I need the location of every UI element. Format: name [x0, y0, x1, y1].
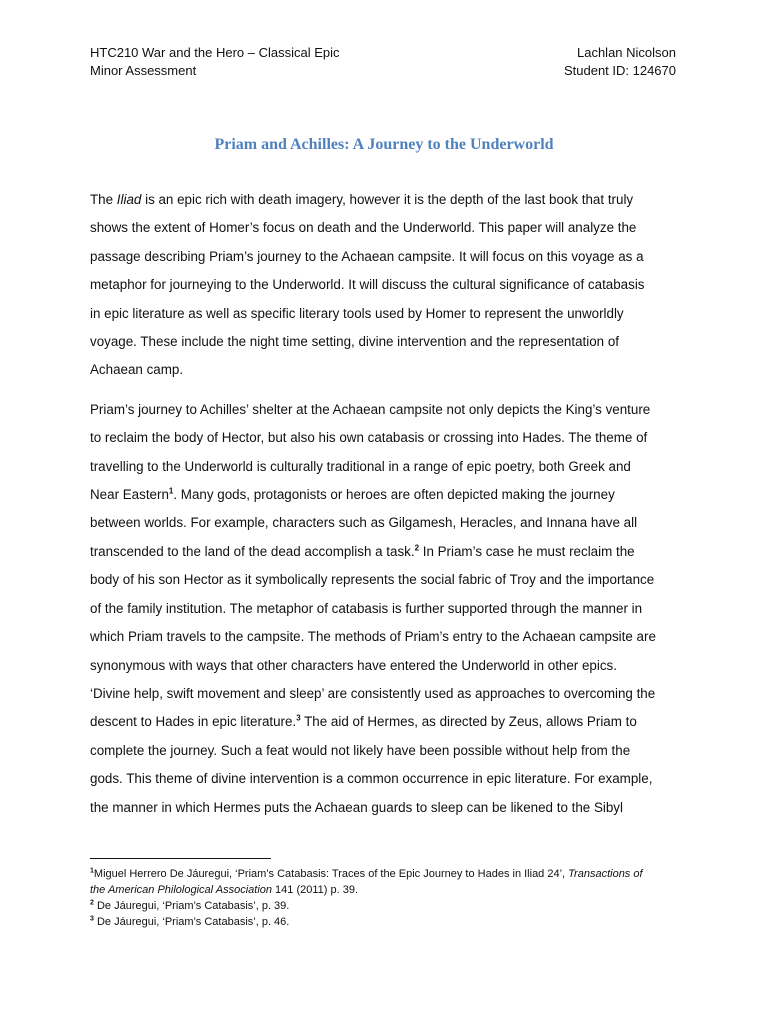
author-name: Lachlan Nicolson	[576, 45, 676, 60]
footnote-ref-2[interactable]: 2	[414, 543, 420, 553]
text-line: Achaean camp.	[90, 362, 184, 378]
text-line: which Priam travels to the campsite. The methods of Priam’s entry to the Achaean campsite are	[90, 629, 656, 645]
text-line: The Iliad is an epic rich with death imagery, however it is the depth of the last book that truly	[90, 192, 634, 207]
text-line: passage describing Priam’s journey to the Achaean campsite. It will focus on this voyage as a	[90, 248, 644, 264]
text-line: the manner in which Hermes puts the Achaean guards to sleep can be likened to the Sibyl	[90, 799, 623, 815]
text-line: Near Eastern$^1$. Many gods, protagonists or heroes are often depicted making the journey	[90, 486, 615, 503]
text-line: voyage. These include the night time setting, divine intervention and the representation of	[90, 334, 620, 350]
footnote-1: $^1$Miguel Herrero De Jáuregui, ‘Priam’s Catabasis: Traces of the Epic Journey to Hades in Iliad 24’, Transactions of	[90, 867, 643, 880]
document-title: Priam and Achilles: A Journey to the Underworld	[214, 136, 554, 153]
student-id: Student ID: 124670	[563, 63, 676, 78]
text-line: to reclaim the body of Hector, but also his own catabasis or crossing into Hades. The theme of	[90, 430, 648, 446]
text-line: transcended to the land of the dead accomplish a task.$^2$ In Priam’s case he must reclaim the	[90, 543, 635, 559]
paragraph-2	[90, 396, 680, 822]
footnote-ref-3[interactable]: 3	[296, 713, 301, 723]
text-line: complete the journey. Such a feat would not likely have been possible without help from the	[90, 742, 631, 758]
document-body	[90, 186, 680, 833]
text-line: in epic literature as well as specific literary tools used by Homer to represent the unworldly	[90, 305, 624, 321]
footnote-ref-1[interactable]: 1	[168, 486, 174, 496]
footnote-2: $^2$ De Jáuregui, ‘Priam’s Catabasis’, p. 39.	[90, 899, 290, 912]
footnote-3: $^3$ De Jáuregui, ‘Priam’s Catabasis’, p. 46.	[90, 915, 290, 928]
course-title: HTC210 War and the Hero – Classical Epic	[90, 45, 340, 60]
emphasis: Iliad	[116, 192, 142, 207]
page-header	[90, 44, 676, 80]
paragraph-1	[90, 186, 680, 385]
text-line: gods. This theme of divine intervention is a common occurrence in epic literature. For example,	[90, 771, 653, 787]
footnote-1-cont: the American Philological Association 141 (2011) p. 39.	[90, 884, 359, 896]
text-line: travelling to the Underworld is culturally traditional in a range of epic poetry, both Greek and	[90, 458, 631, 474]
text-line: descent to Hades in epic literature.$^3$ The aid of Hermes, as directed by Zeus, allows Priam to	[90, 713, 637, 730]
text-line: Priam’s journey to Achilles’ shelter at the Achaean campsite not only depicts the King’s venture	[90, 401, 651, 417]
text-line: shows the extent of Homer’s focus on death and the Underworld. This paper will analyze the	[90, 220, 637, 236]
text-line: body of his son Hector as it symbolically represents the social fabric of Troy and the importance	[90, 572, 655, 588]
footnotes	[90, 866, 690, 930]
text-line: metaphor for journeying to the Underworld. It will discuss the cultural significance of catabasis	[90, 277, 645, 293]
text-line: synonymous with ways that other characters have entered the Underworld in other epics.	[90, 657, 617, 673]
text-line: ‘Divine help, swift movement and sleep’ are consistently used as approaches to overcoming the	[90, 685, 656, 701]
text-line: of the family institution. The metaphor of catabasis is further supported through the manner in	[90, 600, 643, 616]
assessment-label: Minor Assessment	[90, 63, 197, 78]
text-line: between worlds. For example, characters such as Gilgamesh, Heracles, and Innana have all	[90, 515, 638, 531]
footnote-divider	[90, 858, 271, 859]
